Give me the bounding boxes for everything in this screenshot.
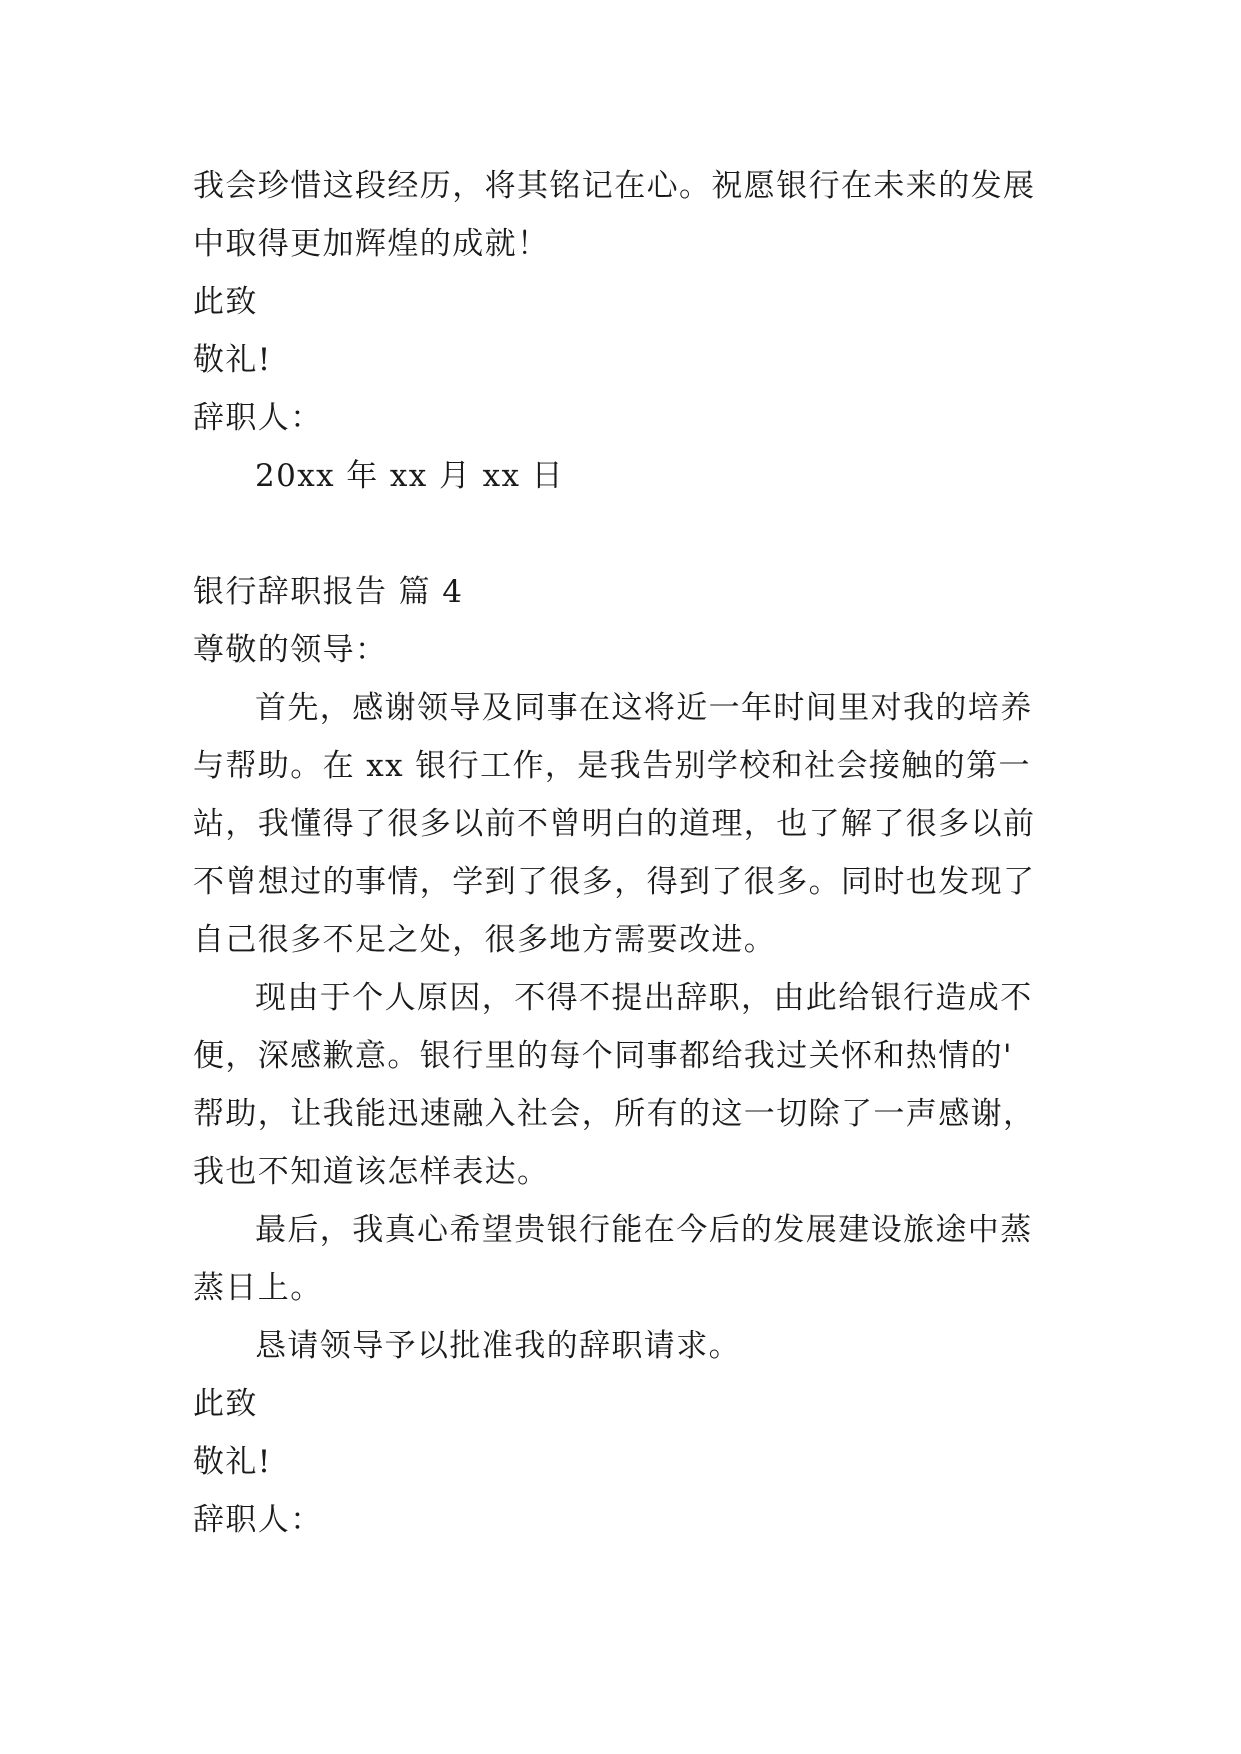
paragraph-line: 不曾想过的事情，学到了很多，得到了很多。同时也发现了	[193, 864, 1036, 900]
paragraph-line: 恳请领导予以批准我的辞职请求。	[255, 1328, 741, 1364]
paragraph-line: 帮助，让我能迅速融入社会，所有的这一切除了一声感谢，	[193, 1096, 1036, 1132]
paragraph-line: 与帮助。在 xx 银行工作，是我告别学校和社会接触的第一	[193, 748, 1031, 784]
paragraph-line: 蒸日上。	[193, 1270, 323, 1306]
paragraph-line: 最后，我真心希望贵银行能在今后的发展建设旅途中蒸	[255, 1212, 1033, 1248]
closing-text: 此致	[193, 284, 258, 320]
paragraph-line: 自己很多不足之处，很多地方需要改进。	[193, 922, 777, 958]
paragraph-line: 中取得更加辉煌的成就！	[193, 226, 550, 262]
paragraph-line: 站，我懂得了很多以前不曾明白的道理，也了解了很多以前	[193, 806, 1036, 842]
section-title: 银行辞职报告 篇 4	[193, 574, 464, 610]
paragraph-line: 便，深感歉意。银行里的每个同事都给我过关怀和热情的'	[193, 1038, 1013, 1074]
salutation-text: 敬礼!	[193, 342, 272, 378]
paragraph-line: 首先，感谢领导及同事在这将近一年时间里对我的培养	[255, 690, 1033, 726]
paragraph-line: 现由于个人原因，不得不提出辞职，由此给银行造成不	[255, 980, 1033, 1016]
paragraph-line: 我也不知道该怎样表达。	[193, 1154, 550, 1190]
greeting-text: 尊敬的领导：	[193, 632, 388, 668]
signer-label: 辞职人：	[193, 400, 323, 436]
date-line: 20xx 年 xx 月 xx 日	[255, 458, 565, 494]
paragraph-line: 我会珍惜这段经历，将其铭记在心。祝愿银行在未来的发展	[193, 168, 1036, 204]
salutation-text: 敬礼!	[193, 1444, 272, 1480]
closing-text: 此致	[193, 1386, 258, 1422]
signer-label: 辞职人：	[193, 1502, 323, 1538]
